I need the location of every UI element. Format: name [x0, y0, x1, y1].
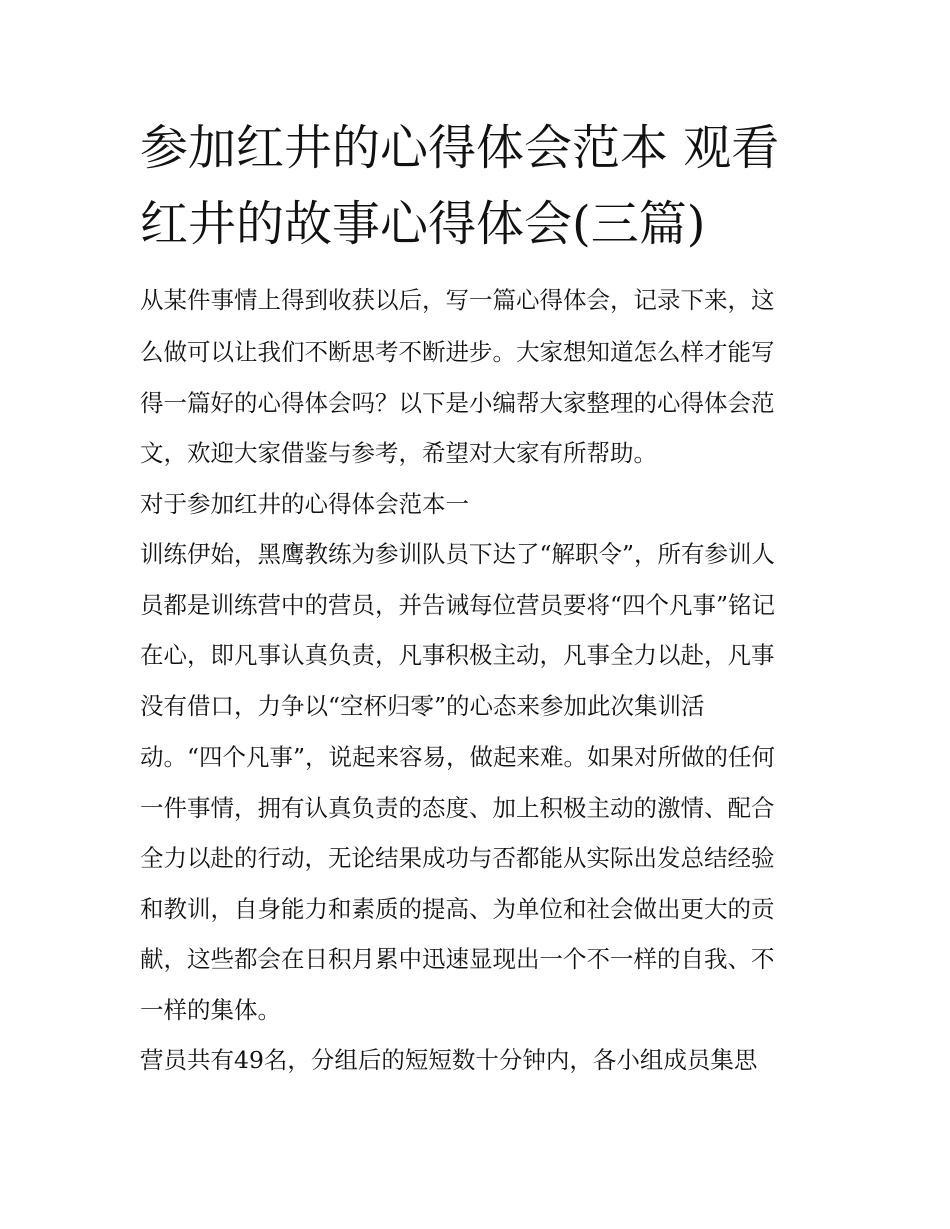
intro-line-4: 文，欢迎大家借鉴与参考，希望对大家有所帮助。: [140, 439, 657, 467]
paragraph-line-2: 员都是训练营中的营员，并告诫每位营员要将“四个凡事”铭记: [140, 591, 776, 619]
paragraph-line-5: 动。“四个凡事”，说起来容易，做起来难。如果对所做的任何: [140, 743, 776, 771]
intro-line-1: 从某件事情上得到收获以后，写一篇心得体会，记录下来，这: [140, 286, 775, 314]
paragraph-line-1: 训练伊始，黑鹰教练为参训队员下达了“解职令”，所有参训人: [140, 540, 776, 568]
document-title: [140, 110, 820, 262]
intro-line-3: 得一篇好的心得体会吗？以下是小编帮大家整理的心得体会范: [140, 389, 775, 417]
paragraph-line-11: 营员共有49名，分组后的短短数十分钟内，各小组成员集思: [140, 1046, 758, 1074]
paragraph-line-10: 一样的集体。: [140, 996, 281, 1024]
paragraph-line-8: 和教训，自身能力和素质的提高、为单位和社会做出更大的贡: [140, 895, 775, 923]
section-heading: 对于参加红井的心得体会范本一: [140, 490, 469, 518]
paragraph-line-6: 一件事情，拥有认真负责的态度、加上积极主动的激情、配合: [140, 794, 775, 822]
paragraph-line-4: 没有借口，力争以“空杯归零”的心态来参加此次集训活: [140, 692, 705, 720]
paragraph-line-7: 全力以赴的行动，无论结果成功与否都能从实际出发总结经验: [140, 844, 775, 872]
title-line-2: 红井的故事心得体会(三篇): [140, 196, 706, 252]
title-line-1: 参加红井的心得体会范本 观看: [140, 120, 780, 176]
intro-line-2: 么做可以让我们不断思考不断进步。大家想知道怎么样才能写: [140, 338, 775, 366]
paragraph-line-3: 在心，即凡事认真负责，凡事积极主动，凡事全力以赴，凡事: [140, 641, 775, 669]
paragraph-line-9: 献，这些都会在日积月累中迅速显现出一个不一样的自我、不: [140, 945, 775, 973]
